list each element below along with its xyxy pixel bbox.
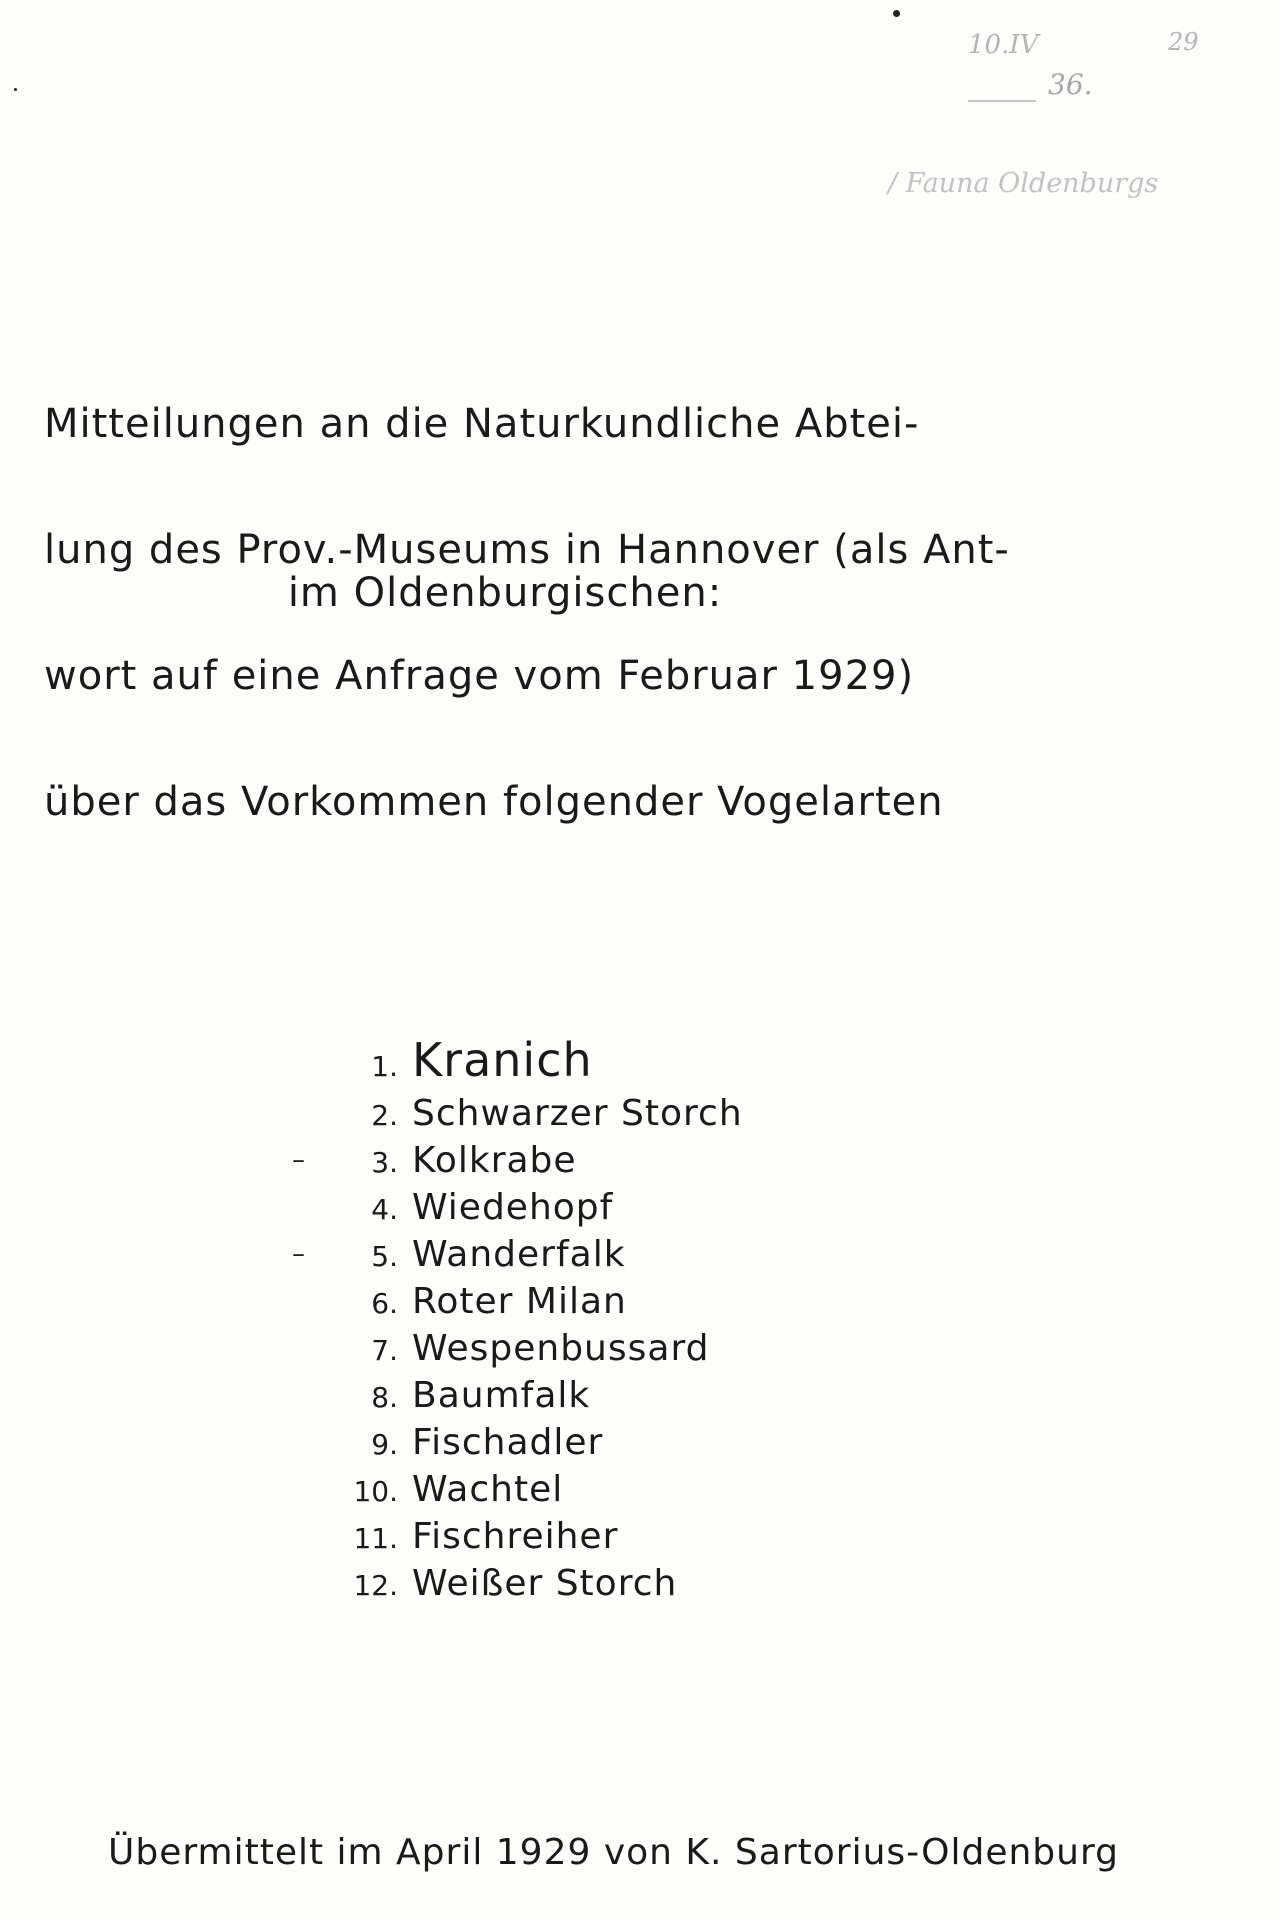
pencil-folio-number: 36. [1048,68,1093,101]
heading-line: wort auf eine Anfrage vom Februar 1929) [44,653,915,699]
dash-mark: – [292,1145,305,1175]
species-number: 4. [371,1193,398,1226]
species-number: 6. [371,1287,398,1320]
heading-line: über das Vorkommen folgender Vogelarten [44,779,944,825]
pencil-rule [968,100,1036,102]
species-name: Wanderfalk [412,1234,626,1275]
pencil-date-note: 10.IV [968,30,1039,60]
species-number: 1. [371,1050,398,1083]
species-list-item [300,1090,743,1137]
species-list-item [300,1030,743,1090]
species-name: Fischadler [412,1422,604,1463]
species-list-item [300,1278,743,1325]
species-name: Schwarzer Storch [412,1093,743,1134]
species-name: Fischreiher [412,1516,619,1557]
pencil-archive-note: / Fauna Oldenburgs [888,168,1159,199]
species-name: Wiedehopf [412,1187,614,1228]
pencil-year-note: 29 [1168,28,1199,56]
species-name: Kranich [412,1033,593,1087]
species-name: Wachtel [412,1469,564,1510]
species-name: Baumfalk [412,1375,591,1416]
species-number: 9. [371,1428,398,1461]
heading-line: lung des Prov.-Museums in Hannover (als Ant- [44,527,1010,573]
species-number: 11. [353,1522,398,1555]
species-list-item [300,1325,743,1372]
species-list-item [300,1466,743,1513]
species-list-item [292,1231,743,1278]
ink-speck [14,88,17,91]
species-number: 7. [371,1334,398,1367]
species-list-item [300,1419,743,1466]
heading-last-line: im Oldenburgischen: [287,570,723,616]
species-list [292,1030,743,1607]
dash-mark: – [292,1239,305,1269]
species-number: 10. [353,1475,398,1508]
species-name: Weißer Storch [412,1563,678,1604]
species-number: 2. [371,1099,398,1132]
species-number: 12. [353,1569,398,1602]
species-list-item [300,1184,743,1231]
species-name: Roter Milan [412,1281,627,1322]
species-name: Kolkrabe [412,1140,577,1181]
species-number: 8. [371,1381,398,1414]
species-list-item [300,1560,743,1607]
heading-line: Mitteilungen an die Naturkundliche Abtei- [44,401,920,447]
species-number: 3. [371,1146,398,1179]
species-list-item [300,1513,743,1560]
ink-speck [893,10,900,17]
species-list-item [300,1372,743,1419]
species-list-item [292,1137,743,1184]
species-name: Wespenbussard [412,1328,710,1369]
species-number: 5. [371,1240,398,1273]
footer-signature-line: Übermittelt im April 1929 von K. Sartorius-Oldenburg [108,1832,1119,1873]
